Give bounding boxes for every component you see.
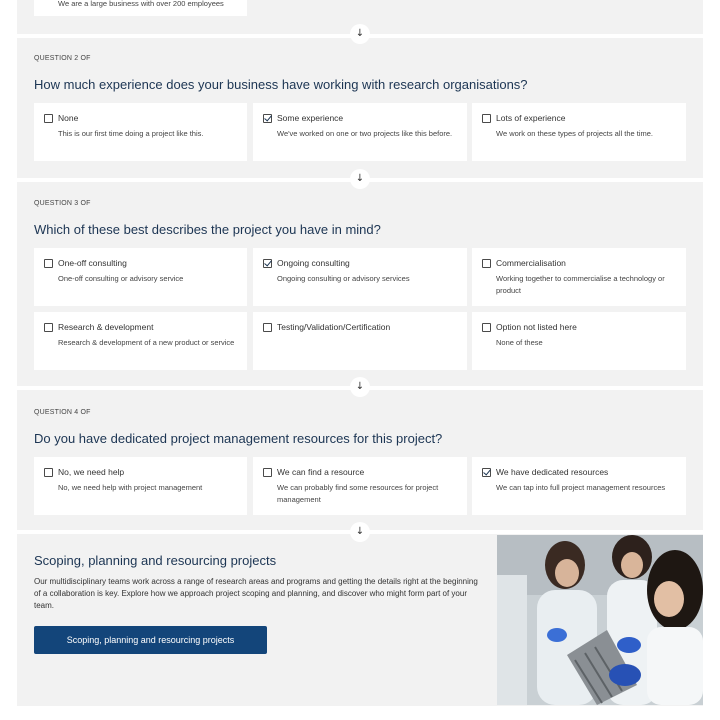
- option-description: One-off consulting or advisory service: [58, 274, 184, 283]
- q1-option-card[interactable]: [34, 0, 247, 16]
- q3-option-one-off[interactable]: [34, 248, 247, 306]
- q2-option-some[interactable]: [253, 103, 467, 161]
- option-description: Research & development of a new product or service: [58, 338, 235, 347]
- option-description: Ongoing consulting or advisory services: [277, 274, 410, 283]
- promo-title: Scoping, planning and resourcing projects: [34, 553, 277, 568]
- option-description: We are a large business with over 200 employees: [58, 0, 224, 8]
- option-description: Working together to commercialise a technology or product: [496, 274, 665, 295]
- q3-option-ongoing[interactable]: [253, 248, 467, 306]
- option-title: Testing/Validation/Certification: [277, 322, 391, 332]
- option-description: We've worked on one or two projects like this before.: [277, 129, 453, 138]
- question-title: How much experience does your business have working with research organisations?: [34, 77, 528, 92]
- lab-photo-illustration: [497, 535, 703, 705]
- option-title: Option not listed here: [496, 322, 577, 332]
- q3-option-testing[interactable]: [253, 312, 467, 370]
- checkbox-icon[interactable]: [44, 114, 53, 123]
- option-description: We can tap into full project management resources: [496, 483, 666, 492]
- option-description: This is our first time doing a project like this.: [58, 129, 204, 138]
- option-description: No, we need help with project management: [58, 483, 203, 492]
- checkbox-icon[interactable]: [482, 259, 491, 268]
- q3-option-research[interactable]: [34, 312, 247, 370]
- option-title: No, we need help: [58, 467, 125, 477]
- checkbox-icon[interactable]: [44, 259, 53, 268]
- option-title: Some experience: [277, 113, 344, 123]
- arrow-down-icon[interactable]: ↓: [350, 169, 370, 189]
- option-title: One-off consulting: [58, 258, 127, 268]
- option-title: Research & development: [58, 322, 154, 332]
- checkbox-icon[interactable]: [263, 259, 272, 268]
- option-description: We work on these types of projects all the time.: [496, 129, 654, 138]
- question-title: Which of these best describes the project you have in mind?: [34, 222, 381, 237]
- promo-body: Our multidisciplinary teams work across a range of research areas and programs and getting the details right at the beginning of a collaboration is key. Explore how we approach project scoping and planning, and discover who might form part of your team.: [34, 577, 478, 610]
- lab-photo: [497, 535, 703, 705]
- checkbox-icon[interactable]: [44, 323, 53, 332]
- q2-option-none[interactable]: [34, 103, 247, 161]
- checkbox-icon[interactable]: [263, 468, 272, 477]
- arrow-down-icon[interactable]: ↓: [350, 24, 370, 44]
- option-title: We have dedicated resources: [496, 467, 609, 477]
- option-description: We can probably find some resources for project management: [277, 483, 439, 504]
- option-description: None of these: [496, 338, 543, 347]
- arrow-down-icon[interactable]: ↓: [350, 377, 370, 397]
- checkbox-icon[interactable]: [263, 323, 272, 332]
- arrow-down-icon[interactable]: ↓: [350, 522, 370, 542]
- q2-option-lots[interactable]: [472, 103, 686, 161]
- option-title: Ongoing consulting: [277, 258, 350, 268]
- option-title: Lots of experience: [496, 113, 566, 123]
- q4-option-dedicated[interactable]: [472, 457, 686, 515]
- checkbox-icon[interactable]: [482, 114, 491, 123]
- question-label: QUESTION 4 OF: [34, 409, 91, 416]
- scoping-projects-button[interactable]: Scoping, planning and resourcing projects: [34, 626, 267, 654]
- question-label: QUESTION 2 OF: [34, 55, 91, 62]
- checkbox-icon[interactable]: [482, 468, 491, 477]
- option-title: We can find a resource: [277, 467, 365, 477]
- checkbox-icon[interactable]: [44, 468, 53, 477]
- q4-option-find-resource[interactable]: [253, 457, 467, 515]
- question-label: QUESTION 3 OF: [34, 200, 91, 207]
- q3-option-not-listed[interactable]: [472, 312, 686, 370]
- option-title: None: [58, 113, 79, 123]
- q4-option-need-help[interactable]: [34, 457, 247, 515]
- checkbox-icon[interactable]: [263, 114, 272, 123]
- question-title: Do you have dedicated project management resources for this project?: [34, 431, 443, 446]
- checkbox-icon[interactable]: [482, 323, 491, 332]
- option-title: Commercialisation: [496, 258, 566, 268]
- q3-option-commercialisation[interactable]: [472, 248, 686, 306]
